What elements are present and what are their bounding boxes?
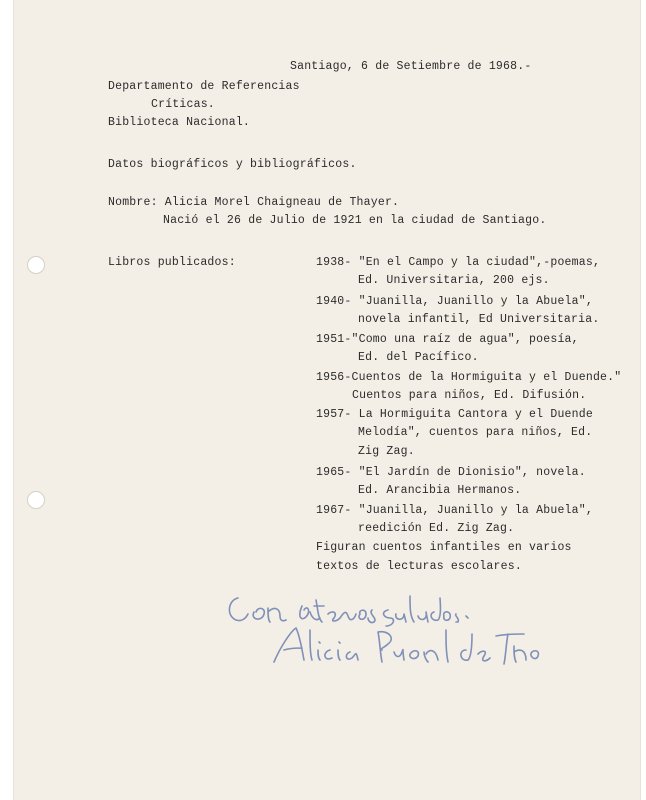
recipient-line-3: Biblioteca Nacional.: [108, 116, 251, 129]
book-line: Ed. Universitaria, 200 ejs.: [358, 274, 550, 287]
book-line: reedición Ed. Zig Zag.: [358, 522, 515, 535]
book-line: 1940- "Juanilla, Juanillo y la Abuela",: [316, 295, 593, 308]
book-line: 1957- La Hormiguita Cantora y el Duende: [316, 408, 593, 421]
recipient-line-2: Críticas.: [151, 98, 215, 111]
book-line: textos de lecturas escolares.: [316, 560, 522, 573]
book-line: 1965- "El Jardín de Dionisio", novela.: [316, 466, 586, 479]
date-line: Santiago, 6 de Setiembre de 1968.-: [290, 60, 532, 73]
birth-line: Nació el 26 de Julio de 1921 en la ciudad de Santiago.: [163, 214, 547, 227]
book-line: Cuentos para niños, Ed. Difusión.: [352, 389, 587, 402]
book-line: Figuran cuentos infantiles en varios: [316, 541, 572, 554]
book-line: 1956-Cuentos de la Hormiguita y el Duende.": [316, 371, 622, 384]
name-line: Nombre: Alicia Morel Chaigneau de Thayer.: [108, 196, 400, 209]
book-line: 1938- "En el Campo y la ciudad",-poemas,: [316, 256, 601, 269]
punch-hole-top: [27, 256, 45, 274]
subject-line: Datos biográficos y bibliográficos.: [108, 158, 357, 171]
punch-hole-bottom: [27, 491, 45, 509]
book-line: Ed. del Pacífico.: [358, 351, 479, 364]
book-line: 1967- "Juanilla, Juanillo y la Abuela",: [316, 504, 593, 517]
book-line: Zig Zag.: [358, 445, 415, 458]
books-label: Libros publicados:: [108, 256, 236, 269]
book-line: Melodía", cuentos para niños, Ed.: [358, 426, 593, 439]
book-line: novela infantil, Ed Universitaria.: [358, 313, 600, 326]
handwritten-signature: [270, 622, 540, 668]
recipient-line-1: Departamento de Referencias: [108, 80, 300, 93]
book-line: 1951-"Como una raíz de agua", poesía,: [316, 333, 579, 346]
book-line: Ed. Arancibia Hermanos.: [358, 484, 522, 497]
